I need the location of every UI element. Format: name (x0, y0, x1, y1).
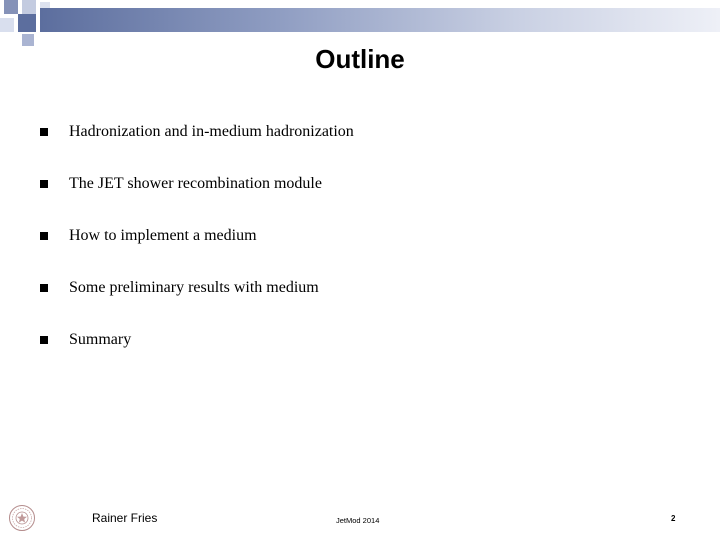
footer-event: JetMod 2014 (336, 516, 380, 525)
page-number: 2 (671, 514, 676, 523)
bullet-text: The JET shower recombination module (69, 175, 322, 192)
footer-author: Rainer Fries (92, 511, 158, 525)
university-seal-icon (8, 504, 36, 532)
square-bullet-icon (40, 128, 48, 136)
square-bullet-icon (40, 180, 48, 188)
bullet-text: Some preliminary results with medium (69, 279, 319, 296)
header-bar (40, 8, 720, 32)
slide-title: Outline (315, 44, 405, 74)
list-item (40, 210, 680, 262)
list-item (40, 158, 680, 210)
list-item (40, 262, 680, 314)
square-bullet-icon (40, 232, 48, 240)
list-item (40, 106, 680, 158)
list-item (40, 314, 680, 366)
bullet-list (40, 106, 680, 366)
square-bullet-icon (40, 336, 48, 344)
square-bullet-icon (40, 284, 48, 292)
bullet-text: Summary (69, 331, 132, 348)
bullet-text: Hadronization and in-medium hadronization (69, 123, 354, 140)
bullet-text: How to implement a medium (69, 227, 257, 244)
